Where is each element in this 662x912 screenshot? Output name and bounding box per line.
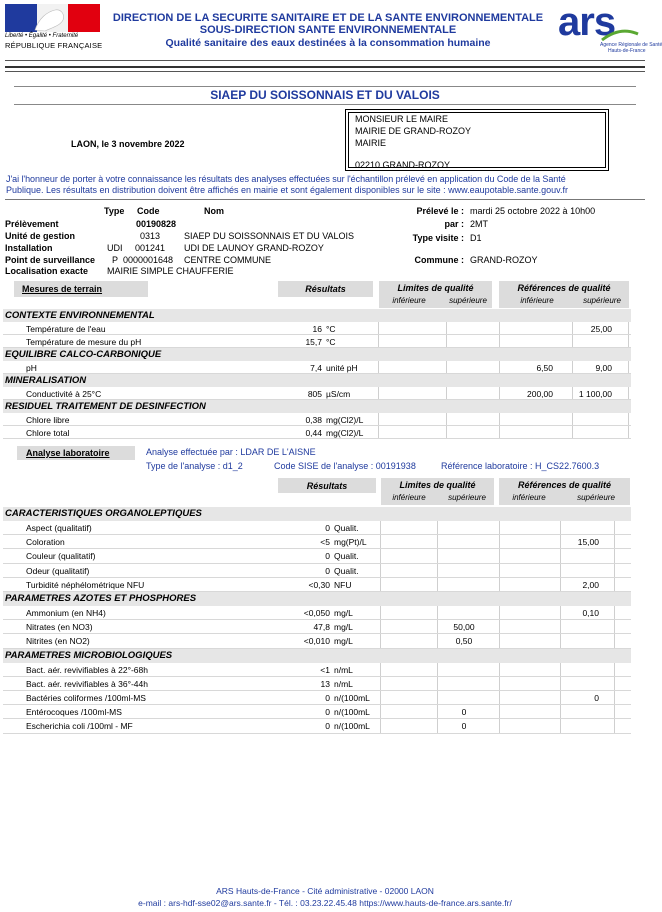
section-title: RESIDUEL TRAITEMENT DE DESINFECTION xyxy=(5,401,206,412)
ars-swoosh-icon xyxy=(600,28,640,42)
table-row xyxy=(0,578,650,592)
preleve-label: Prélevé le : xyxy=(416,206,464,216)
preleve-value: mardi 25 octobre 2022 à 10h00 xyxy=(470,206,596,216)
unite-label: Unité de gestion xyxy=(5,231,76,241)
col-type: Type xyxy=(104,206,125,216)
address-line: MAIRIE DE GRAND-ROZOY xyxy=(355,126,472,136)
table-row xyxy=(0,413,650,426)
reference-inferieure: 6,50 xyxy=(536,363,553,373)
param-unit: NFU xyxy=(334,579,352,590)
intro-line-2: Publique. Les résultats en distribution doivent être affichés en mairie et sont également disponibles sur le site : www.eaupotable.sante.gouv.fr xyxy=(6,185,568,195)
point-nom: CENTRE COMMUNE xyxy=(184,255,271,265)
param-unit: unité pH xyxy=(326,363,358,373)
par-value: 2MT xyxy=(470,219,488,229)
visite-label: Type visite : xyxy=(412,233,464,243)
address-line: MAIRIE xyxy=(355,138,387,148)
lim-sup-header-2: supérieure xyxy=(448,493,486,502)
loc-label: Localisation exacte xyxy=(5,266,89,276)
param-label: Nitrates (en NO3) xyxy=(26,622,93,633)
labo-title: Analyse laboratoire xyxy=(26,448,110,458)
unite-code: 0313 xyxy=(140,231,161,241)
param-value: 0,44 xyxy=(305,428,322,438)
param-label: Nitrites (en NO2) xyxy=(26,636,90,647)
loc-value: MAIRIE SIMPLE CHAUFFERIE xyxy=(107,266,234,276)
table-row xyxy=(0,677,650,691)
param-value: 0 xyxy=(325,721,330,732)
republique-logo xyxy=(5,4,103,50)
param-label: Température de mesure du pH xyxy=(26,337,142,347)
param-value: 0 xyxy=(325,565,330,576)
param-value: 0 xyxy=(325,551,330,562)
labo-ref: Référence laboratoire : H_CS22.7600.3 xyxy=(441,461,600,471)
installation-code: 001241 xyxy=(135,243,166,253)
param-unit: °C xyxy=(326,324,336,334)
param-value: <1 xyxy=(320,664,330,675)
reference-superieure: 2,00 xyxy=(582,579,599,590)
table-row xyxy=(0,426,650,439)
point-label: Point de surveillance xyxy=(5,255,96,265)
ref-inf-header: inférieure xyxy=(520,296,554,305)
param-label: Escherichia coli /100ml - MF xyxy=(26,721,133,732)
visite-value: D1 xyxy=(470,233,482,243)
param-unit: °C xyxy=(326,337,336,347)
references-header: Références de qualité xyxy=(517,283,611,293)
installation-label: Installation xyxy=(5,243,53,253)
lim-inf-header-2: inférieure xyxy=(392,493,426,502)
table-row xyxy=(0,691,650,705)
param-label: Aspect (qualitatif) xyxy=(26,523,92,533)
param-value: 7,4 xyxy=(310,363,322,373)
table-row xyxy=(0,719,650,733)
col-code: Code xyxy=(137,206,160,216)
section-title: CONTEXTE ENVIRONNEMENTAL xyxy=(5,310,155,321)
place-date: LAON, le 3 novembre 2022 xyxy=(71,139,185,149)
param-label: Conductivité à 25°C xyxy=(26,389,102,399)
param-unit: mg(Cl2)/L xyxy=(326,415,364,425)
col-nom: Nom xyxy=(204,206,224,216)
param-label: Odeur (qualitatif) xyxy=(26,565,90,576)
ref-inf-header-2: inférieure xyxy=(512,493,546,502)
param-value: <0,050 xyxy=(303,608,330,618)
labo-type: Type de l'analyse : d1_2 xyxy=(146,461,243,471)
param-label: Coloration xyxy=(26,537,65,548)
param-unit: n/mL xyxy=(334,664,353,675)
table-row xyxy=(0,322,650,335)
references-header-2: Références de qualité xyxy=(517,480,612,490)
param-value: 13 xyxy=(320,678,330,689)
reference-superieure: 1 100,00 xyxy=(578,389,612,399)
limites-header: Limites de qualité xyxy=(397,283,474,293)
param-value: 0 xyxy=(325,523,330,533)
marianne-icon xyxy=(5,4,100,32)
commune-value: GRAND-ROZOY xyxy=(470,255,538,265)
param-unit: n/mL xyxy=(334,678,353,689)
param-value: <0,010 xyxy=(303,636,330,647)
prelevement-code: 00190828 xyxy=(136,219,177,229)
lim-inf-header: inférieure xyxy=(392,296,426,305)
param-label: Ammonium (en NH4) xyxy=(26,608,106,618)
ref-sup-header-2: supérieure xyxy=(577,493,615,502)
ars-sub-2: Hauts-de-France xyxy=(608,48,646,54)
address-line: 02210 GRAND-ROZOY xyxy=(355,160,451,170)
header-title-1: DIRECTION DE LA SECURITE SANITAIRE ET DE LA SANTE ENVIRONNEMENTALE xyxy=(112,12,544,24)
table-row xyxy=(0,620,650,634)
param-value: 0,38 xyxy=(305,415,322,425)
param-label: Entérocoques /100ml-MS xyxy=(26,707,122,718)
limite-superieure: 50,00 xyxy=(453,622,475,633)
installation-nom: UDI DE LAUNOY GRAND-ROZOY xyxy=(184,243,324,253)
param-unit: Qualit. xyxy=(334,551,359,562)
section-title: PARAMETRES MICROBIOLOGIQUES xyxy=(5,649,173,661)
table-row xyxy=(0,387,650,400)
param-value: 805 xyxy=(307,389,322,399)
table-row xyxy=(0,335,650,348)
section-title: EQUILIBRE CALCO-CARBONIQUE xyxy=(5,349,162,360)
unite-nom: SIAEP DU SOISSONNAIS ET DU VALOIS xyxy=(184,231,355,241)
table-row xyxy=(0,606,650,620)
table-row xyxy=(0,549,650,563)
param-unit: mg/L xyxy=(334,636,353,647)
param-label: Turbidité néphélométrique NFU xyxy=(26,579,145,590)
param-value: <0,30 xyxy=(308,579,330,590)
param-unit: n/(100mL xyxy=(334,693,370,703)
param-unit: mg/L xyxy=(334,622,353,633)
par-label: par : xyxy=(444,219,464,229)
terrain-title: Mesures de terrain xyxy=(22,284,103,294)
table-row xyxy=(0,634,650,648)
rf-name: RÉPUBLIQUE FRANÇAISE xyxy=(5,41,103,50)
section-title: CARACTERISTIQUES ORGANOLEPTIQUES xyxy=(5,508,202,519)
labo-effectuee: Analyse effectuée par : LDAR DE L'AISNE xyxy=(146,447,316,457)
param-unit: µS/cm xyxy=(326,389,351,399)
ref-sup-header: supérieure xyxy=(583,296,621,305)
reference-superieure: 0 xyxy=(594,693,599,703)
resultats-header-2: Résultats xyxy=(306,481,348,491)
param-unit: Qualit. xyxy=(334,565,359,576)
section-title: MINERALISATION xyxy=(5,375,87,386)
param-label: Bact. aér. revivifiables à 36°-44h xyxy=(26,678,148,689)
param-label: Chlore libre xyxy=(26,415,70,425)
reference-superieure: 9,00 xyxy=(595,363,612,373)
table-row xyxy=(0,535,650,549)
resultats-header: Résultats xyxy=(305,284,346,294)
section-bar xyxy=(3,374,631,387)
ars-sub-1: Agence Régionale de Santé xyxy=(600,42,662,48)
table-row xyxy=(0,663,650,677)
ars-logo xyxy=(556,0,662,56)
param-value: 0 xyxy=(325,693,330,703)
param-unit: Qualit. xyxy=(334,523,359,533)
param-label: pH xyxy=(26,363,37,373)
reference-superieure: 25,00 xyxy=(590,324,612,334)
address-line: MONSIEUR LE MAIRE xyxy=(355,114,449,124)
limite-superieure: 0 xyxy=(461,721,467,732)
footer-line-1: ARS Hauts-de-France - Cité administrative - 02000 LAON xyxy=(216,886,434,896)
limites-header-2: Limites de qualité xyxy=(399,480,476,490)
reference-superieure: 0,10 xyxy=(582,608,599,618)
param-unit: mg/L xyxy=(334,608,353,618)
param-label: Bactéries coliformes /100ml-MS xyxy=(26,693,146,703)
reference-superieure: 15,00 xyxy=(577,537,599,548)
param-value: <5 xyxy=(320,537,330,548)
reference-inferieure: 200,00 xyxy=(527,389,553,399)
param-label: Chlore total xyxy=(26,428,70,438)
param-value: 16 xyxy=(312,324,322,334)
ars-logo-text: ars xyxy=(558,0,616,44)
section-title: PARAMETRES AZOTES ET PHOSPHORES xyxy=(5,593,197,604)
param-unit: n/(100mL xyxy=(334,707,370,718)
param-label: Température de l'eau xyxy=(26,324,106,334)
param-unit: mg(Pt)/L xyxy=(334,537,367,548)
table-row xyxy=(0,564,650,578)
installation-type: UDI xyxy=(107,243,123,253)
param-value: 15,7 xyxy=(305,337,322,347)
footer-line-2: e-mail : ars-hdf-sse02@ars.sante.fr - Tél. : 03.23.22.45.48 https://www.hauts-de-france.ars.sante.fr/ xyxy=(138,898,512,908)
param-value: 47,8 xyxy=(313,622,330,633)
lim-sup-header: supérieure xyxy=(449,296,487,305)
table-row xyxy=(0,361,650,374)
table-row xyxy=(0,521,650,535)
prelevement-label: Prélèvement xyxy=(5,219,59,229)
param-unit: n/(100mL xyxy=(334,721,370,732)
header-title-2: SOUS-DIRECTION SANTE ENVIRONNEMENTALE xyxy=(199,24,457,36)
param-label: Bact. aér. revivifiables à 22°-68h xyxy=(26,664,148,675)
param-value: 0 xyxy=(325,707,330,718)
address-box xyxy=(345,109,609,171)
rf-motto: Liberté • Égalité • Fraternité xyxy=(5,33,79,39)
commune-label: Commune : xyxy=(414,255,464,265)
header-title-3: Qualité sanitaire des eaux destinées à la consommation humaine xyxy=(165,37,491,49)
limite-superieure: 0 xyxy=(461,707,467,718)
param-unit: mg(Cl2)/L xyxy=(326,428,364,438)
labo-code-sise: Code SISE de l'analyse : 00191938 xyxy=(274,461,416,471)
doc-title: SIAEP DU SOISSONNAIS ET DU VALOIS xyxy=(210,88,440,102)
point-type: P xyxy=(112,255,119,265)
intro-line-1: J'ai l'honneur de porter à votre connaissance les résultats des analyses effectuées sur l'échantillon prélevé en application du Code de la Santé xyxy=(6,174,566,184)
point-code: 0000001648 xyxy=(123,255,174,265)
table-row xyxy=(0,705,650,719)
limite-superieure: 0,50 xyxy=(455,636,473,647)
param-label: Couleur (qualitatif) xyxy=(26,551,96,562)
